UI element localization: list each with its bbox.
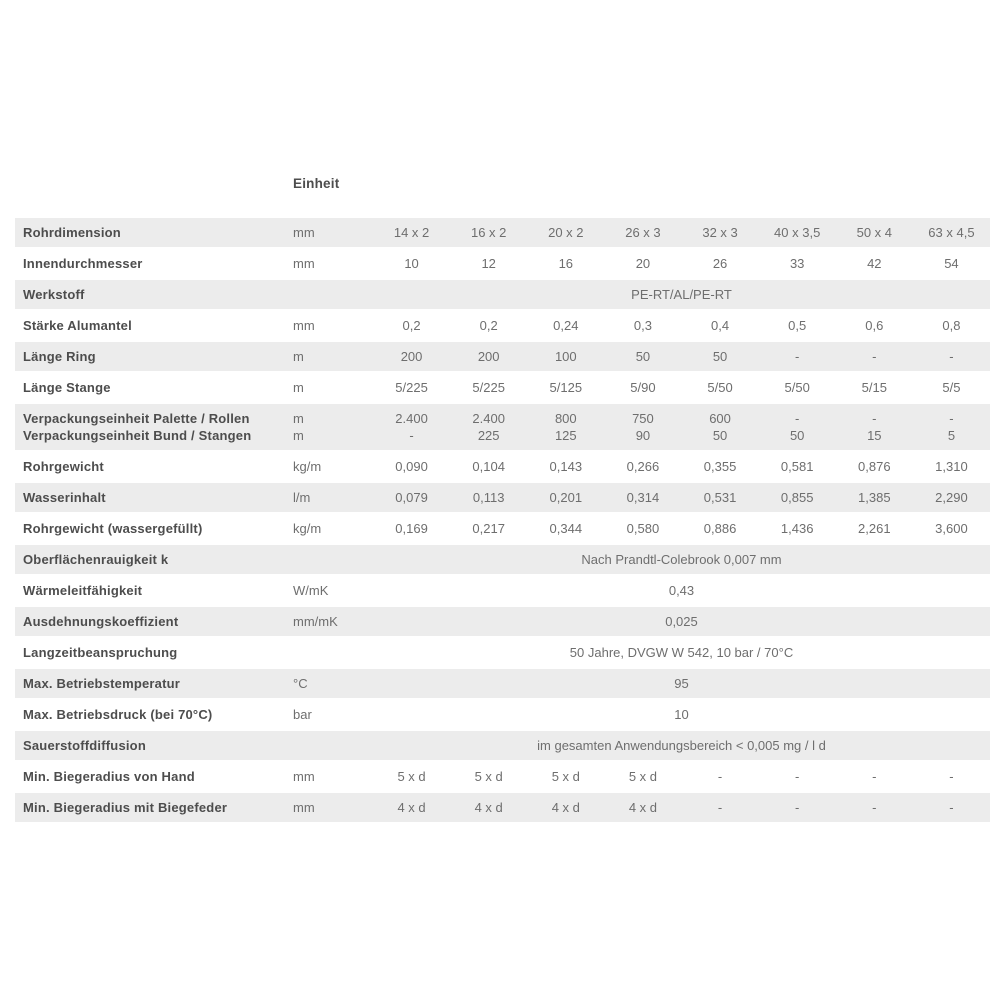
value-cell: 0,5 <box>759 311 836 342</box>
value-cell: 2,261 <box>836 514 913 545</box>
row-unit: mm/mK <box>285 607 373 638</box>
table-row <box>15 342 990 373</box>
value-cell: 33 <box>759 249 836 280</box>
row-label: Stärke Alumantel <box>15 311 285 342</box>
row-label: Verpackungseinheit Palette / Rollen Verpackungseinheit Bund / Stangen <box>15 404 285 452</box>
value-cell: 0,531 <box>682 483 759 514</box>
value-cell: - <box>759 793 836 824</box>
merged-value-cell: im gesamten Anwendungsbereich < 0,005 mg / l d <box>373 731 990 762</box>
value-cell: - 50 <box>759 404 836 452</box>
row-unit <box>285 545 373 576</box>
value-cell: 63 x 4,5 <box>913 218 990 249</box>
table-row <box>15 607 990 638</box>
row-label: Sauerstoffdiffusion <box>15 731 285 762</box>
row-unit: mm <box>285 249 373 280</box>
value-cell: 0,104 <box>450 452 527 483</box>
table-row <box>15 700 990 731</box>
value-cell: - <box>759 762 836 793</box>
value-cell: 0,4 <box>682 311 759 342</box>
row-label: Langzeitbeanspruchung <box>15 638 285 669</box>
value-cell: 5 x d <box>604 762 681 793</box>
row-label: Länge Ring <box>15 342 285 373</box>
table-row <box>15 373 990 404</box>
value-cell: - <box>913 342 990 373</box>
value-cell: 12 <box>450 249 527 280</box>
value-cell: 0,24 <box>527 311 604 342</box>
value-cell: 5/50 <box>759 373 836 404</box>
value-cell: 1,310 <box>913 452 990 483</box>
row-label: Ausdehnungskoeffizient <box>15 607 285 638</box>
row-unit: m m <box>285 404 373 452</box>
value-cell: 20 x 2 <box>527 218 604 249</box>
value-cell: 0,217 <box>450 514 527 545</box>
merged-value-cell: Nach Prandtl-Colebrook 0,007 mm <box>373 545 990 576</box>
merged-value-cell: 95 <box>373 669 990 700</box>
value-cell: 800 125 <box>527 404 604 452</box>
value-cell: 26 <box>682 249 759 280</box>
value-cell: 1,385 <box>836 483 913 514</box>
value-cell: 5/15 <box>836 373 913 404</box>
value-cell: 0,113 <box>450 483 527 514</box>
value-cell: - <box>682 762 759 793</box>
value-cell: 2.400 - <box>373 404 450 452</box>
value-cell: 5 x d <box>373 762 450 793</box>
spec-table <box>15 218 990 824</box>
row-unit: mm <box>285 218 373 249</box>
value-cell: - 5 <box>913 404 990 452</box>
row-label: Max. Betriebsdruck (bei 70°C) <box>15 700 285 731</box>
value-cell: 50 <box>682 342 759 373</box>
row-unit: bar <box>285 700 373 731</box>
value-cell: 100 <box>527 342 604 373</box>
row-unit <box>285 280 373 311</box>
table-row <box>15 483 990 514</box>
value-cell: - 15 <box>836 404 913 452</box>
merged-value-cell: 50 Jahre, DVGW W 542, 10 bar / 70°C <box>373 638 990 669</box>
value-cell: 0,169 <box>373 514 450 545</box>
table-row <box>15 793 990 824</box>
value-cell: 10 <box>373 249 450 280</box>
value-cell: 3,600 <box>913 514 990 545</box>
row-label: Rohrdimension <box>15 218 285 249</box>
value-cell: 20 <box>604 249 681 280</box>
value-cell: 16 x 2 <box>450 218 527 249</box>
row-label: Wärmeleitfähigkeit <box>15 576 285 607</box>
value-cell: 4 x d <box>373 793 450 824</box>
row-unit <box>285 638 373 669</box>
value-cell: 5/5 <box>913 373 990 404</box>
value-cell: 2,290 <box>913 483 990 514</box>
value-cell: - <box>682 793 759 824</box>
table-row <box>15 514 990 545</box>
row-unit: kg/m <box>285 514 373 545</box>
value-cell: 16 <box>527 249 604 280</box>
row-label: Rohrgewicht (wassergefüllt) <box>15 514 285 545</box>
spec-table-body <box>15 218 990 824</box>
value-cell: 5/125 <box>527 373 604 404</box>
row-unit <box>285 731 373 762</box>
table-row <box>15 731 990 762</box>
value-cell: - <box>913 762 990 793</box>
value-cell: 50 x 4 <box>836 218 913 249</box>
value-cell: 4 x d <box>604 793 681 824</box>
value-cell: 0,855 <box>759 483 836 514</box>
value-cell: 200 <box>450 342 527 373</box>
value-cell: 5/90 <box>604 373 681 404</box>
value-cell: 40 x 3,5 <box>759 218 836 249</box>
row-unit: mm <box>285 793 373 824</box>
value-cell: 5 x d <box>527 762 604 793</box>
row-unit: mm <box>285 762 373 793</box>
value-cell: 54 <box>913 249 990 280</box>
einheit-column-header: Einheit <box>293 176 340 191</box>
value-cell: - <box>836 342 913 373</box>
value-cell: 0,201 <box>527 483 604 514</box>
value-cell: 600 50 <box>682 404 759 452</box>
value-cell: - <box>836 793 913 824</box>
table-row <box>15 218 990 249</box>
value-cell: 0,8 <box>913 311 990 342</box>
row-label: Min. Biegeradius mit Biegefeder <box>15 793 285 824</box>
table-row <box>15 280 990 311</box>
table-row <box>15 404 990 452</box>
table-row <box>15 638 990 669</box>
row-label: Rohrgewicht <box>15 452 285 483</box>
row-label: Oberflächenrauigkeit k <box>15 545 285 576</box>
row-label: Werkstoff <box>15 280 285 311</box>
row-unit: mm <box>285 311 373 342</box>
value-cell: 0,886 <box>682 514 759 545</box>
value-cell: 0,6 <box>836 311 913 342</box>
value-cell: 5/225 <box>450 373 527 404</box>
value-cell: 0,266 <box>604 452 681 483</box>
value-cell: - <box>836 762 913 793</box>
value-cell: 5 x d <box>450 762 527 793</box>
row-unit: W/mK <box>285 576 373 607</box>
row-label: Max. Betriebstemperatur <box>15 669 285 700</box>
row-label: Wasserinhalt <box>15 483 285 514</box>
row-unit: m <box>285 342 373 373</box>
value-cell: 0,143 <box>527 452 604 483</box>
table-row <box>15 249 990 280</box>
merged-value-cell: 10 <box>373 700 990 731</box>
spec-sheet <box>15 176 990 824</box>
table-row <box>15 311 990 342</box>
value-cell: 0,090 <box>373 452 450 483</box>
merged-value-cell: PE-RT/AL/PE-RT <box>373 280 990 311</box>
row-label: Länge Stange <box>15 373 285 404</box>
table-row <box>15 576 990 607</box>
value-cell: 0,355 <box>682 452 759 483</box>
value-cell: 200 <box>373 342 450 373</box>
value-cell: 50 <box>604 342 681 373</box>
value-cell: 4 x d <box>527 793 604 824</box>
table-row <box>15 669 990 700</box>
row-unit: kg/m <box>285 452 373 483</box>
row-unit: °C <box>285 669 373 700</box>
value-cell: 14 x 2 <box>373 218 450 249</box>
table-row <box>15 545 990 576</box>
value-cell: 5/50 <box>682 373 759 404</box>
row-label: Innendurchmesser <box>15 249 285 280</box>
table-row <box>15 762 990 793</box>
merged-value-cell: 0,43 <box>373 576 990 607</box>
value-cell: 0,314 <box>604 483 681 514</box>
row-unit: m <box>285 373 373 404</box>
row-unit: l/m <box>285 483 373 514</box>
value-cell: 0,079 <box>373 483 450 514</box>
value-cell: 1,436 <box>759 514 836 545</box>
merged-value-cell: 0,025 <box>373 607 990 638</box>
value-cell: 26 x 3 <box>604 218 681 249</box>
value-cell: 5/225 <box>373 373 450 404</box>
value-cell: - <box>913 793 990 824</box>
value-cell: 0,581 <box>759 452 836 483</box>
value-cell: 0,2 <box>450 311 527 342</box>
value-cell: 32 x 3 <box>682 218 759 249</box>
value-cell: 0,876 <box>836 452 913 483</box>
value-cell: 0,580 <box>604 514 681 545</box>
value-cell: 0,3 <box>604 311 681 342</box>
value-cell: 2.400 225 <box>450 404 527 452</box>
value-cell: 0,2 <box>373 311 450 342</box>
value-cell: 750 90 <box>604 404 681 452</box>
value-cell: 0,344 <box>527 514 604 545</box>
row-label: Min. Biegeradius von Hand <box>15 762 285 793</box>
table-row <box>15 452 990 483</box>
value-cell: 4 x d <box>450 793 527 824</box>
value-cell: 42 <box>836 249 913 280</box>
value-cell: - <box>759 342 836 373</box>
